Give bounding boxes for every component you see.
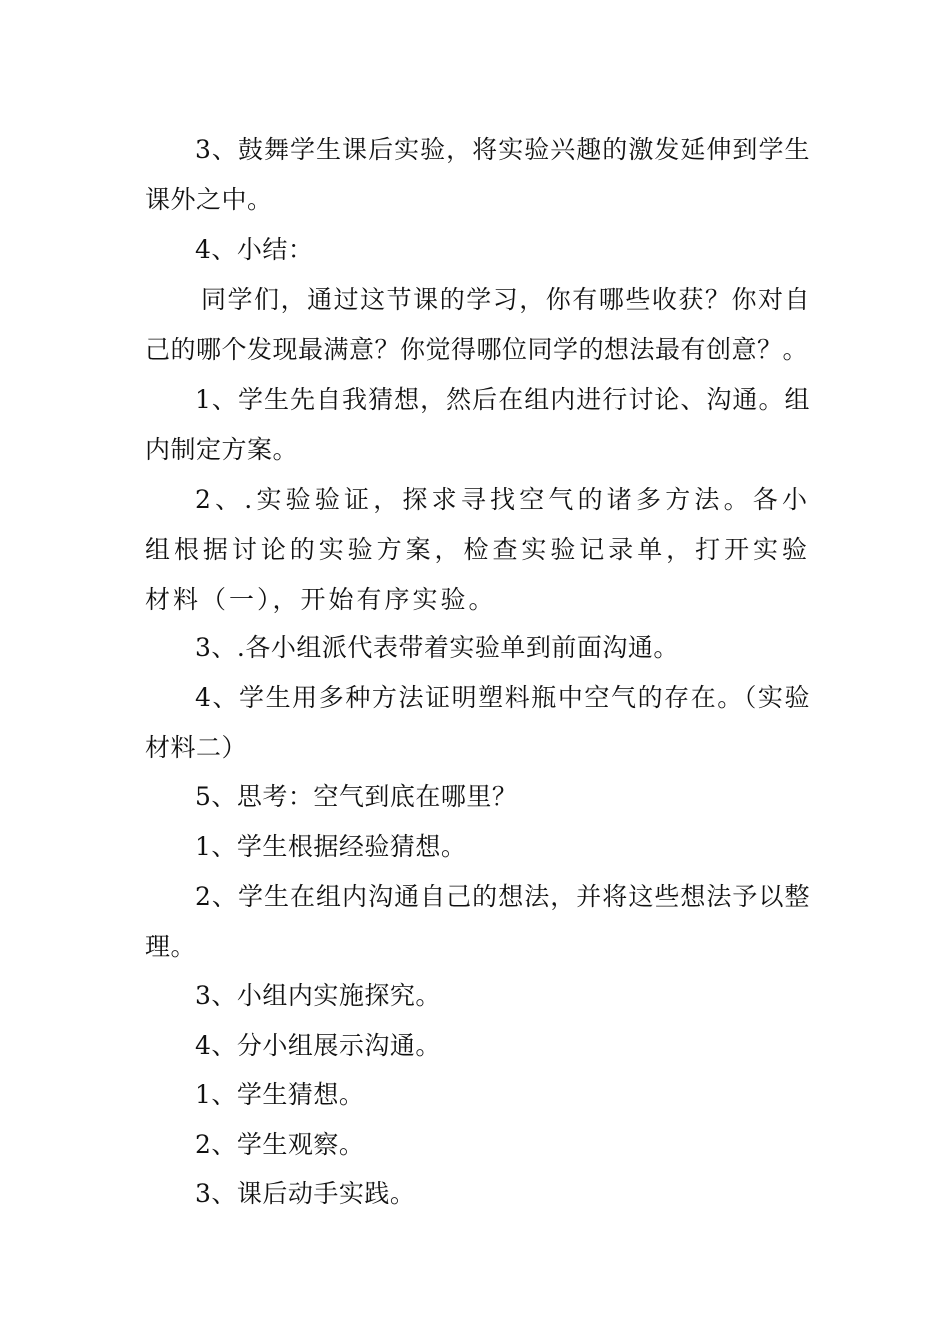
paragraph-2: 4、小结： — [195, 235, 314, 264]
paragraph-5: 2、.实验验证，探求寻找空气的诸多方法。各小组根据讨论的实验方案，检查实验记录单，打开实验材料（一），开始有序实验。 — [145, 485, 810, 614]
paragraph-15: 3、课后动手实践。 — [195, 1179, 416, 1208]
paragraph-4: 1、学生先自我猜想，然后在组内进行讨论、沟通。组内制定方案。 — [145, 385, 810, 464]
paragraph-11: 3、小组内实施探究。 — [195, 981, 441, 1010]
paragraph-7: 4、学生用多种方法证明塑料瓶中空气的存在。（实验材料二） — [145, 683, 810, 762]
paragraph-1: 3、鼓舞学生课后实验，将实验兴趣的激发延伸到学生课外之中。 — [145, 135, 810, 214]
paragraph-3: 同学们，通过这节课的学习，你有哪些收获？你对自己的哪个发现最满意？你觉得哪位同学的想法最有创意？。 — [145, 285, 810, 364]
paragraph-9: 1、学生根据经验猜想。 — [195, 832, 467, 861]
paragraph-10: 2、学生在组内沟通自己的想法，并将这些想法予以整理。 — [145, 882, 810, 961]
paragraph-12: 4、分小组展示沟通。 — [195, 1031, 441, 1060]
paragraph-13: 1、学生猜想。 — [195, 1080, 365, 1109]
paragraph-6: 3、.各小组派代表带着实验单到前面沟通。 — [195, 633, 679, 662]
paragraph-14: 2、学生观察。 — [195, 1130, 365, 1159]
paragraph-8: 5、思考：空气到底在哪里？ — [195, 782, 518, 811]
